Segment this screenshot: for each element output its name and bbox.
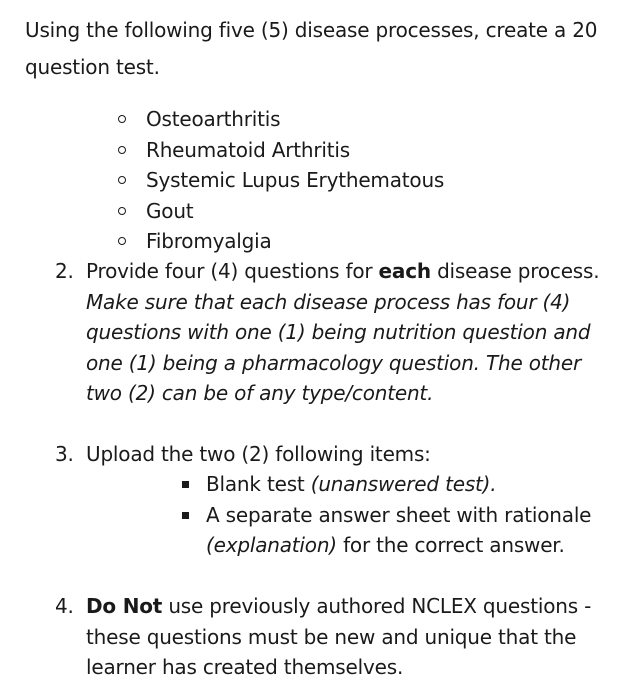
square-bullet-icon [182, 512, 189, 519]
disease-list [118, 104, 444, 257]
list-item: Systemic Lupus Erythematous [118, 165, 444, 196]
item-number: 3. [55, 442, 74, 466]
intro-paragraph: Using the following five (5) disease processes, create a 20 question test. [25, 18, 598, 79]
list-item: A separate answer sheet with rationale (explanation) for the correct answer. [178, 500, 608, 561]
circle-bullet-icon [118, 176, 126, 184]
list-item: Osteoarthritis [118, 104, 444, 135]
circle-bullet-icon [118, 237, 126, 245]
item-text: Upload the two (2) following items: [86, 442, 431, 466]
circle-bullet-icon [118, 146, 126, 154]
circle-bullet-icon [118, 207, 126, 215]
item-text: Provide four (4) questions for each disease process. Make sure that each disease process has four (4) questions with one (1) being nutrition question and one (1) being a pharmacology question. The other two (2) can be of any type/content. [86, 259, 600, 405]
circle-bullet-icon [118, 115, 126, 123]
item-number: 4. [55, 594, 74, 618]
list-item: Fibromyalgia [118, 226, 444, 257]
square-bullet-icon [182, 481, 189, 488]
list-item: Gout [118, 196, 444, 227]
upload-items-list [178, 469, 608, 561]
item-text: Do Not use previously authored NCLEX questions - these questions must be new and unique that the learner has created themselves. [86, 594, 592, 679]
list-item: Blank test (unanswered test). [178, 469, 608, 500]
item-number: 2. [55, 259, 74, 283]
list-item: Rheumatoid Arthritis [118, 135, 444, 166]
